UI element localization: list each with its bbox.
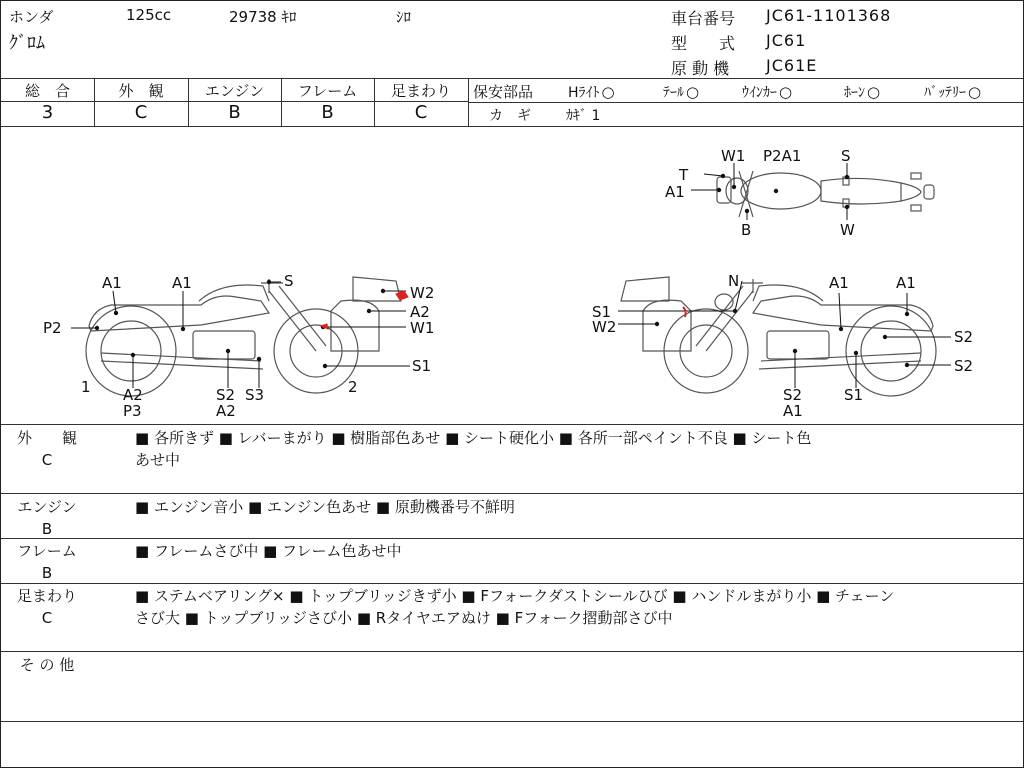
safety-battery [924, 82, 981, 102]
section-label: フレーム [17, 542, 77, 560]
damage-diagram [1, 127, 1023, 424]
left-tag: S2 [216, 386, 236, 404]
section-label: 外 観 [16, 429, 77, 447]
left-tag: P3 [123, 402, 142, 420]
right-tag: A1 [896, 274, 916, 292]
safety-item-mark: ○ [686, 83, 700, 101]
key-value: ｶｷﾞ 1 [566, 108, 601, 124]
safety-winker [742, 82, 792, 102]
right-tag: W2 [592, 318, 617, 336]
safety-tail [663, 82, 699, 102]
safety-item-label: Hﾗｲﾄ [568, 85, 600, 101]
right-tag: S2 [954, 357, 974, 375]
left-tag: A2 [216, 402, 236, 420]
frame-no-label: 車台番号 [671, 9, 736, 28]
remark-line: あせ中 [135, 451, 181, 469]
section-grade: C [41, 609, 53, 627]
section-label: そ の 他 [19, 656, 75, 674]
right-tag: N [728, 272, 740, 290]
engine-no-value: JC61E [766, 56, 818, 75]
color: ｼﾛ [396, 8, 412, 26]
grade-value: B [228, 102, 241, 123]
grade-value: C [134, 102, 148, 123]
grade-label: 足まわり [390, 82, 451, 100]
safety-item-mark: ○ [779, 83, 793, 101]
remark-line: さび大 ■ トップブリッジさび小 ■ Rタイヤエアぬけ ■ Fフォーク摺動部さび中 [135, 609, 673, 627]
left-tag: 1 [81, 378, 91, 396]
safety-item-label: ﾎｰﾝ [844, 85, 865, 101]
engine-no-label: 原 動 機 [671, 59, 730, 78]
top-tag: T [679, 166, 689, 184]
grade-value: C [414, 102, 428, 123]
displacement: 125cc [126, 6, 172, 24]
grade-label: エンジン [204, 82, 265, 100]
left-tag: A1 [172, 274, 192, 292]
top-tag: B [741, 221, 752, 239]
left-tag: S [284, 272, 294, 290]
grade-value: 3 [41, 102, 54, 123]
section-grade: B [41, 564, 53, 582]
left-tag: A2 [123, 386, 143, 404]
remark-line: ■ ステムベアリング× ■ トップブリッジきず小 ■ Fフォークダストシールひび ■ ハンドルまがり小 ■ チェーン [135, 587, 895, 605]
left-tag: W1 [410, 319, 435, 337]
top-tag: W1 [721, 147, 746, 165]
top-tag: W [840, 221, 855, 239]
left-tag: A1 [102, 274, 122, 292]
grade-label: フレーム [297, 82, 358, 100]
section-label: 足まわり [16, 587, 77, 605]
safety-headlight [568, 82, 615, 102]
section-frame-text [135, 540, 401, 562]
section-exterior-header [7, 427, 87, 471]
right-tag: A1 [783, 402, 803, 420]
left-tag: A2 [410, 303, 430, 321]
top-view-bike [717, 171, 934, 217]
maker: ホンダ [9, 8, 54, 26]
safety-label: 保安部品 [473, 83, 534, 101]
right-tag: S1 [844, 386, 864, 404]
right-tag: S1 [592, 303, 612, 321]
remark-line: ■ フレームさび中 ■ フレーム色あせ中 [135, 542, 402, 560]
type-value: JC61 [766, 31, 807, 50]
grade-label: 総 合 [24, 82, 70, 100]
safety-item-label: ﾊﾞｯﾃﾘｰ [924, 85, 966, 101]
left-tag: S1 [412, 357, 432, 375]
top-tag: A1 [665, 183, 685, 201]
right-tag: S2 [783, 386, 803, 404]
section-suspension-header [7, 585, 87, 629]
section-suspension-text [135, 585, 894, 629]
section-other-header [7, 654, 87, 676]
section-grade: C [41, 451, 53, 469]
motorcycle-drawings [1, 127, 1023, 424]
safety-item-label: ﾃｰﾙ [663, 85, 684, 101]
safety-item-mark: ○ [601, 83, 615, 101]
safety-item-mark: ○ [968, 83, 982, 101]
frame-no-value: JC61-1101368 [766, 6, 892, 25]
section-frame-header [7, 540, 87, 584]
safety-item-mark: ○ [867, 83, 881, 101]
key-label: カ ギ [489, 108, 531, 124]
mileage: 29738 ｷﾛ [229, 8, 297, 26]
remark-line: ■ 各所きず ■ レバーまがり ■ 樹脂部色あせ ■ シート硬化小 ■ 各所一部ペイント不良 ■ シート色 [135, 429, 812, 447]
safety-horn [844, 82, 880, 102]
remark-line: ■ エンジン音小 ■ エンジン色あせ ■ 原動機番号不鮮明 [135, 498, 515, 516]
section-exterior-text [135, 427, 811, 471]
right-tag: A1 [829, 274, 849, 292]
left-tag: W2 [410, 284, 435, 302]
left-tag: P2 [43, 319, 62, 337]
grade-label: 外 観 [118, 82, 164, 100]
grade-value: B [321, 102, 334, 123]
top-tag: S [841, 147, 851, 165]
type-label: 型 式 [671, 34, 736, 53]
left-tag: S3 [245, 386, 265, 404]
section-label: エンジン [17, 498, 77, 516]
top-tag: P2A1 [763, 147, 802, 165]
section-engine-text [135, 496, 515, 518]
right-tag: S2 [954, 328, 974, 346]
safety-item-label: ｳｲﾝｶｰ [742, 85, 777, 101]
model-name: ｸﾞﾛﾑ [9, 33, 45, 54]
section-grade: B [41, 520, 53, 538]
left-tag: 2 [348, 378, 358, 396]
section-engine-header [7, 496, 87, 540]
